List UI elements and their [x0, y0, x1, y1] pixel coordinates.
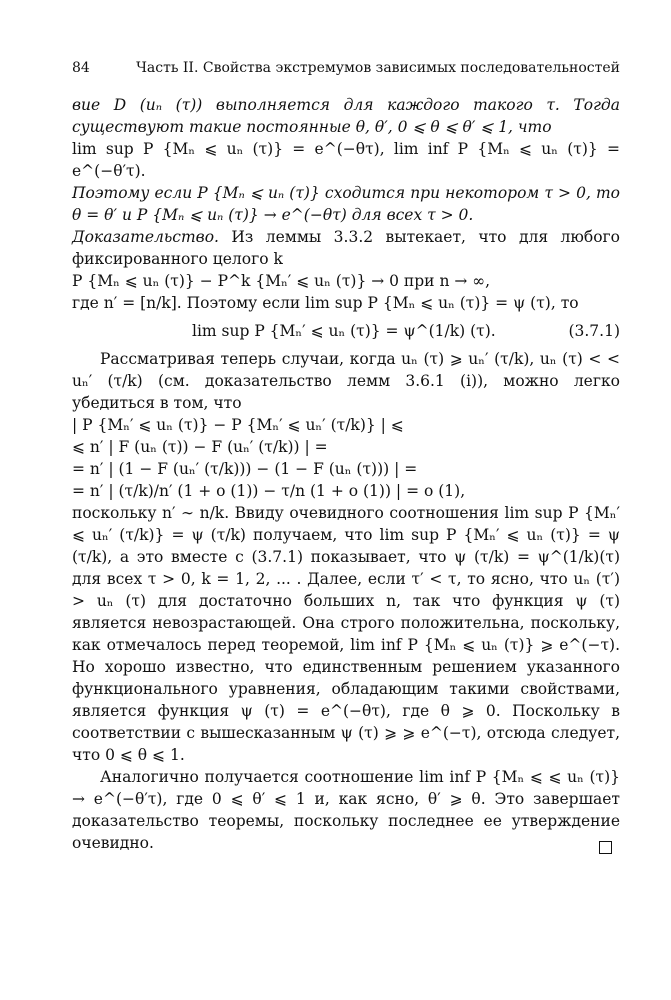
- formula-3-7-1-body: lim sup P {Mₙ′ ⩽ uₙ (τ)} = ψ^(1/k) (τ).: [192, 322, 496, 340]
- theorem-text-1: вие D (uₙ (τ)) выполняется для каждого такого τ. Тогда существуют такие постоянные θ, θ′, 0 ⩽ θ ⩽ θ′ ⩽ 1, что: [72, 96, 620, 136]
- proof-text-1: Из леммы 3.3.2 вытекает, что для любого фиксированного целого k: [72, 228, 620, 268]
- formula-estimate-line-1: | P {Mₙ′ ⩽ uₙ (τ)} − P {Mₙ′ ⩽ uₙ′ (τ/k)} | ⩽: [72, 416, 404, 434]
- qed-square-icon: [599, 841, 612, 854]
- formula-estimate-line-4: = n′ | (τ/k)/n′ (1 + o (1)) − τ/n (1 + o (1)) | = o (1),: [72, 482, 466, 500]
- proof-text-2: где n′ = [n/k]. Поэтому если lim sup P {Mₙ ⩽ uₙ (τ)} = ψ (τ), то: [72, 294, 579, 312]
- theorem-text-2: Поэтому если P {Mₙ ⩽ uₙ (τ)} сходится при некотором τ > 0, то θ = θ′ и P {Mₙ ⩽ uₙ (τ)} → e^(−θτ) для всех τ > 0.: [72, 184, 620, 224]
- formula-limsup-liminf: lim sup P {Mₙ ⩽ uₙ (τ)} = e^(−θτ), lim inf P {Mₙ ⩽ uₙ (τ)} = e^(−θ′τ).: [72, 140, 620, 180]
- running-title: Часть II. Свойства экстремумов зависимых последовательностей: [136, 60, 620, 76]
- formula-estimate-line-2: ⩽ n′ | F (uₙ (τ)) − F (uₙ′ (τ/k)) | =: [72, 438, 328, 456]
- formula-3-7-1: [72, 320, 620, 342]
- proof-label: Доказательство.: [72, 228, 219, 246]
- proof-text-5-body: Аналогично получается соотношение lim inf P {Mₙ ⩽ ⩽ uₙ (τ)} → e^(−θ′τ), где 0 ⩽ θ′ ⩽ 1 и, как ясно, θ′ ⩾ θ. Это завершает доказательство теоремы, поскольку последнее ее утверждение очевидно.: [72, 768, 620, 852]
- page-number: 84: [72, 60, 90, 76]
- formula-3-7-1-number: (3.7.1): [568, 322, 620, 340]
- formula-estimate-line-3: = n′ | (1 − F (uₙ′ (τ/k))) − (1 − F (uₙ (τ))) | =: [72, 460, 418, 478]
- proof-text-5: [72, 766, 620, 854]
- formula-convergence: P {Mₙ ⩽ uₙ (τ)} − P^k {Mₙ′ ⩽ uₙ (τ)} → 0 при n → ∞,: [72, 272, 491, 290]
- page-header: [72, 60, 620, 76]
- proof-text-4: поскольку n′ ∼ n/k. Ввиду очевидного соотношения lim sup P {Mₙ′ ⩽ uₙ′ (τ/k)} = ψ (τ/k) получаем, что lim sup P {Mₙ′ ⩽ uₙ (τ)} = ψ (τ/k), а это вместе с (3.7.1) показывает, что ψ (τ/k) = ψ^(1/k)(τ) для всех τ > 0, k = 1, 2, ... . Далее, если τ′ < τ, то ясно, что uₙ (τ′) > uₙ (τ) для достаточно больших n, так что функция ψ (τ) является невозрастающей. Она строго положительна, поскольку, как отмечалось перед теоремой, lim inf P {Mₙ ⩽ uₙ (τ)} ⩾ e^(−τ). Но хорошо известно, что единственным решением указанного функционального уравнения, обладающим такими свойствами, является функция ψ (τ) = e^(−θτ), где θ ⩾ 0. Поскольку в соответствии с вышесказанным ψ (τ) ⩾ ⩾ e^(−τ), отсюда следует, что 0 ⩽ θ ⩽ 1.: [72, 504, 620, 764]
- proof-text-3: Рассматривая теперь случаи, когда uₙ (τ) ⩾ uₙ′ (τ/k), uₙ (τ) < < uₙ′ (τ/k) (см. доказательство лемм 3.6.1 (i)), можно легко убедиться в том, что: [72, 350, 620, 412]
- page-content: [72, 94, 620, 854]
